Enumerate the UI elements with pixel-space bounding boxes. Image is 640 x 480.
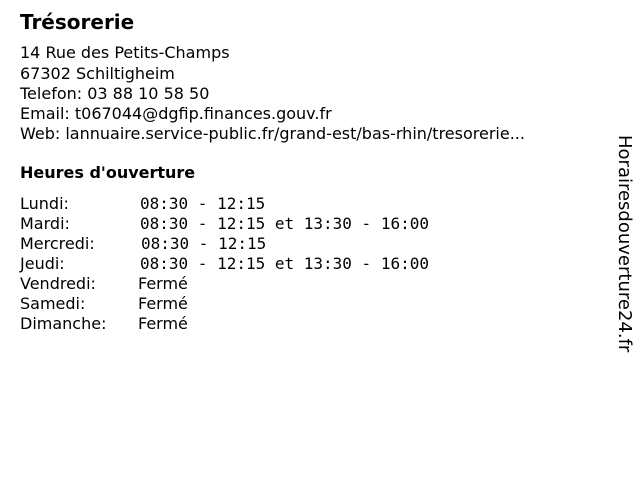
- time-value: 08:30 - 12:15: [140, 194, 266, 213]
- hours-row-wednesday: [20, 234, 440, 254]
- address-street: 14 Rue des Petits-Champs: [20, 43, 230, 62]
- page-title: Trésorerie: [20, 10, 135, 34]
- time-value: Fermé: [138, 274, 188, 293]
- day-label: Mercredi:: [20, 234, 95, 253]
- site-watermark: Horairesdouverture24.fr: [614, 135, 635, 353]
- email-line: Email: t067044@dgfip.finances.gouv.fr: [20, 104, 332, 123]
- time-value: Fermé: [138, 314, 188, 333]
- address-city: 67302 Schiltigheim: [20, 64, 175, 83]
- hours-row-thursday: [20, 254, 440, 274]
- phone-line: Telefon: 03 88 10 58 50: [20, 84, 210, 103]
- hours-row-saturday: [20, 294, 440, 314]
- day-label: Samedi:: [20, 294, 86, 313]
- time-value: Fermé: [138, 294, 188, 313]
- time-value: 08:30 - 12:15 et 13:30 - 16:00: [140, 254, 429, 273]
- web-line: Web: lannuaire.service-public.fr/grand-est/bas-rhin/tresorerie...: [20, 124, 525, 143]
- hours-row-friday: [20, 274, 440, 294]
- time-value: 08:30 - 12:15 et 13:30 - 16:00: [140, 214, 429, 233]
- hours-row-tuesday: [20, 214, 440, 234]
- hours-row-sunday: [20, 314, 440, 334]
- hours-row-monday: [20, 194, 440, 214]
- day-label: Dimanche:: [20, 314, 107, 333]
- day-label: Lundi:: [20, 194, 69, 213]
- day-label: Vendredi:: [20, 274, 96, 293]
- day-label: Mardi:: [20, 214, 70, 233]
- day-label: Jeudi:: [20, 254, 65, 273]
- opening-hours-heading: Heures d'ouverture: [20, 163, 196, 182]
- time-value: 08:30 - 12:15: [141, 234, 267, 253]
